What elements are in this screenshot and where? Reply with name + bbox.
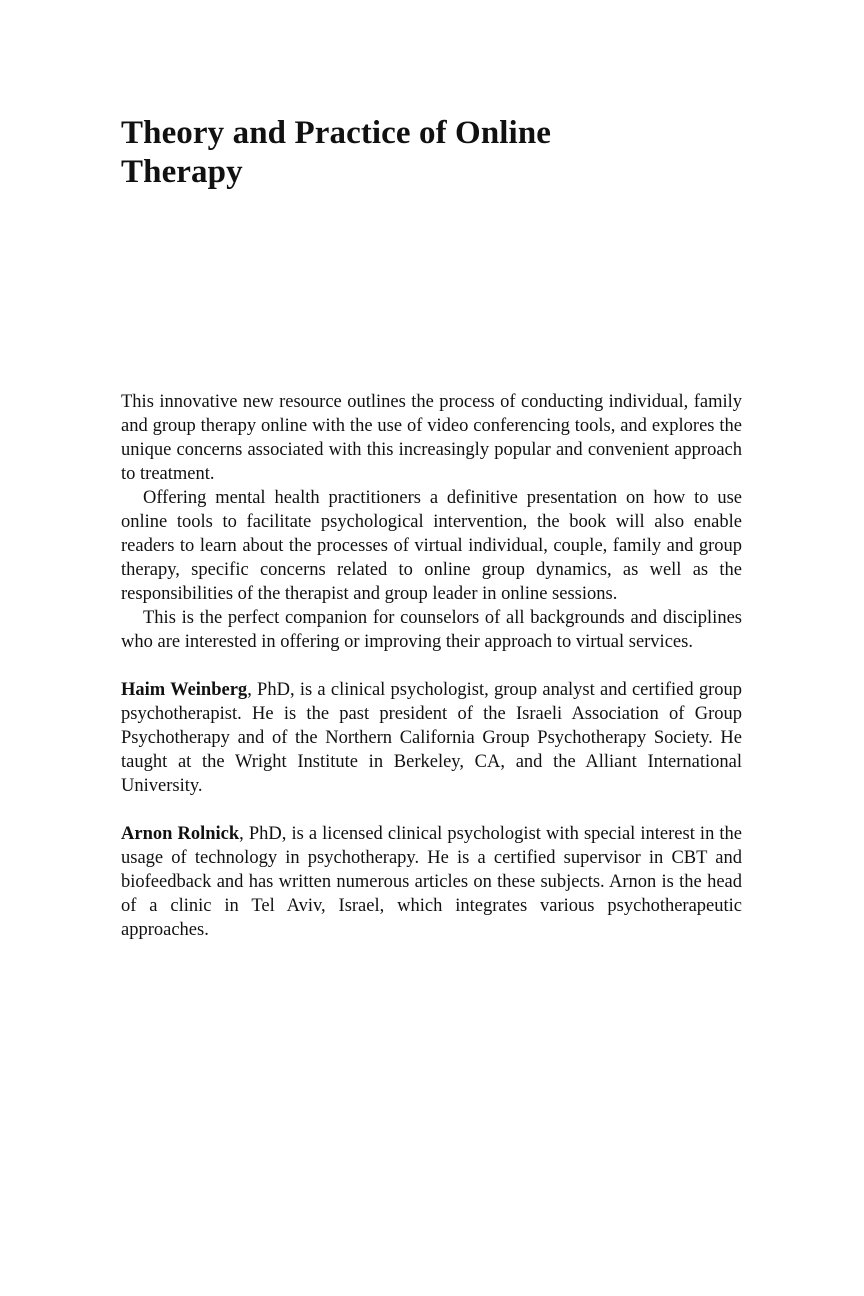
description-paragraph-3: This is the perfect companion for counselors of all backgrounds and disciplines who are interested in offering or improving their approach to virtual services. <box>121 608 742 652</box>
book-description-section <box>121 390 742 942</box>
description-paragraph-2: Offering mental health practitioners a definitive presentation on how to use online tools to facilitate psychological intervention, the book will also enable readers to learn about the processes of virtual individual, couple, family and group therapy, specific concerns related to online group dynamics, as well as the responsibilities of the therapist and group leader in online sessions. <box>121 488 742 604</box>
author-bio-1 <box>121 678 742 798</box>
description-paragraph-1: This innovative new resource outlines the process of conducting individual, family and group therapy online with the use of video conferencing tools, and explores the unique concerns associated with this increasingly popular and convenient approach to treatment. <box>121 392 742 484</box>
author-name-1: Haim Weinberg <box>121 680 248 700</box>
book-title-line-1: Theory and Practice of Online <box>121 115 552 151</box>
book-title-line-2: Therapy <box>121 154 243 190</box>
book-title <box>121 114 681 192</box>
author-bio-2 <box>121 822 742 942</box>
author-name-2: Arnon Rolnick <box>121 824 240 844</box>
author-bio-text-2: , PhD, is a licensed clinical psychologist with special interest in the usage of technology in psychotherapy. He is a certified supervisor in CBT and biofeedback and has written numerous articles on these subjects. Arnon is the head of a clinic in Tel Aviv, Israel, which integrates various psychotherapeutic approaches. <box>121 824 742 940</box>
author-bio-text-1: , PhD, is a clinical psychologist, group analyst and certified group psychotherapist. He is the past president of the Israeli Association of Group Psychotherapy and of the Northern California Group Psychotherapy Society. He taught at the Wright Institute in Berkeley, CA, and the Alliant International University. <box>121 680 743 796</box>
